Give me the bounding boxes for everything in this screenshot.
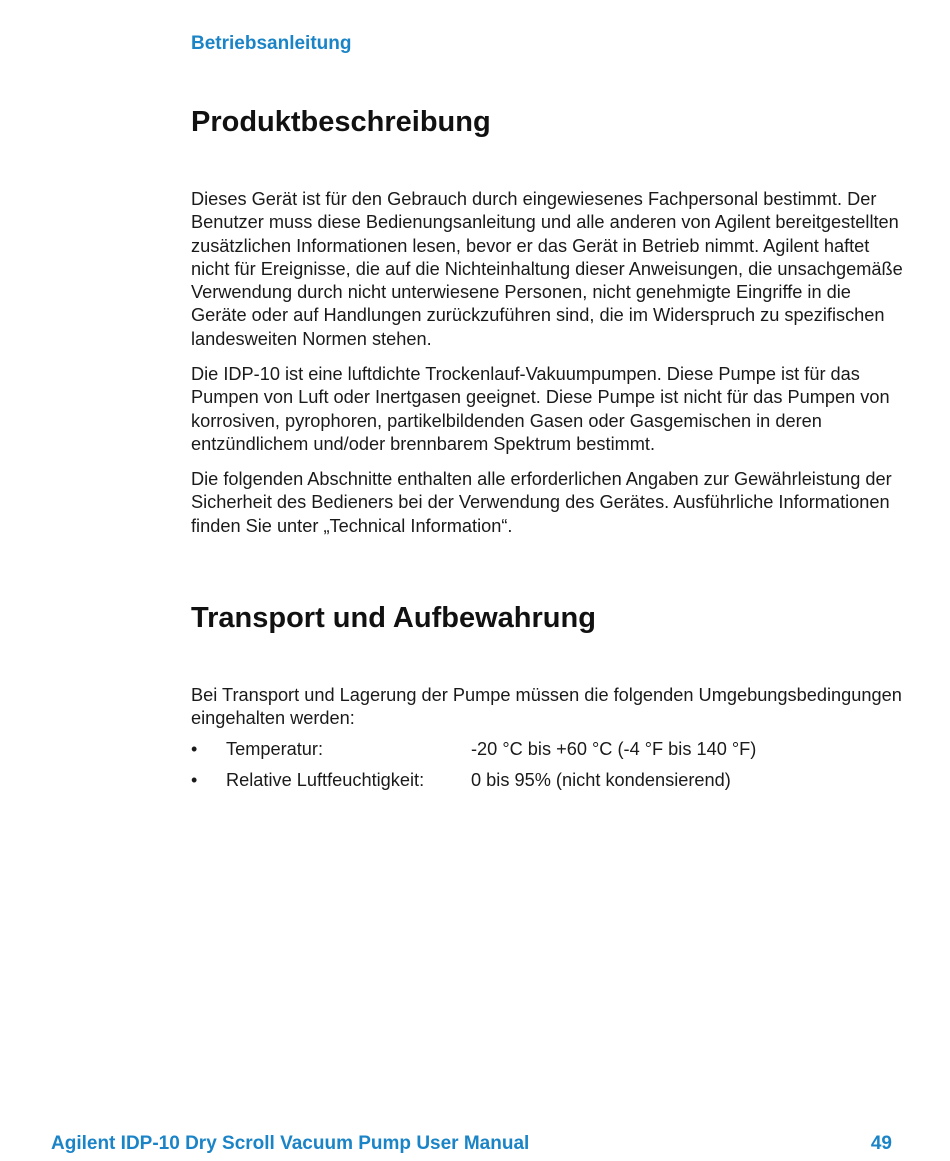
condition-label: Temperatur: [226,739,324,759]
condition-value: 0 bis 95% (nicht kondensierend) [471,770,731,790]
footer-manual-title: Agilent IDP-10 Dry Scroll Vacuum Pump User Manual [51,1133,530,1154]
bullet-icon: • [191,770,198,790]
condition-label: Relative Luftfeuchtigkeit: [226,770,425,790]
condition-value: -20 °C bis +60 °C (-4 °F bis 140 °F) [471,739,757,759]
footer-page-number: 49 [870,1133,892,1154]
section-title-product-description: Produktbeschreibung [191,106,491,138]
paragraph-environment-conditions: Bei Transport und Lagerung der Pumpe müssen die folgenden Umgebungsbedingungen eingehalten werden: [191,685,902,729]
running-header-title: Betriebsanleitung [191,33,352,54]
bullet-icon: • [191,739,198,759]
paragraph-pump-description: Die IDP-10 ist eine luftdichte Trockenlauf-Vakuumpumpen. Diese Pumpe ist für das Pumpen von Luft oder Inertgasen geeignet. Diese Pumpe ist nicht für das Pumpen von korrosiven, pyrophoren, partikelbildenden Gasen oder Gasgemischen in deren entzündlichem und/oder brennbarem Spektrum bestimmt. [191,364,890,454]
paragraph-intended-use: Dieses Gerät ist für den Gebrauch durch eingewiesenes Fachpersonal bestimmt. Der Benutzer muss diese Bedienungsanleitung und alle anderen von Agilent bereitgestellten zusätzlichen Informationen lesen, bevor er das Gerät in Betrieb nimmt. Agilent haftet nicht für Ereignisse, die auf die Nichteinhaltung dieser Anweisungen, die unsachgemäße Verwendung durch nicht unterwiesene Personen, nicht genehmigte Eingriffe in die Geräte oder auf Handlungen zurückzuführen sind, die im Widerspruch zu spezifischen landesweiten Normen stehen. [191,189,903,349]
section-title-transport-storage: Transport und Aufbewahrung [191,602,596,634]
paragraph-safety-reference: Die folgenden Abschnitte enthalten alle erforderlichen Angaben zur Gewährleistung der Sicherheit des Bedieners bei der Verwendung des Gerätes. Ausführliche Informationen finden Sie unter „Technical Information“. [191,469,892,536]
